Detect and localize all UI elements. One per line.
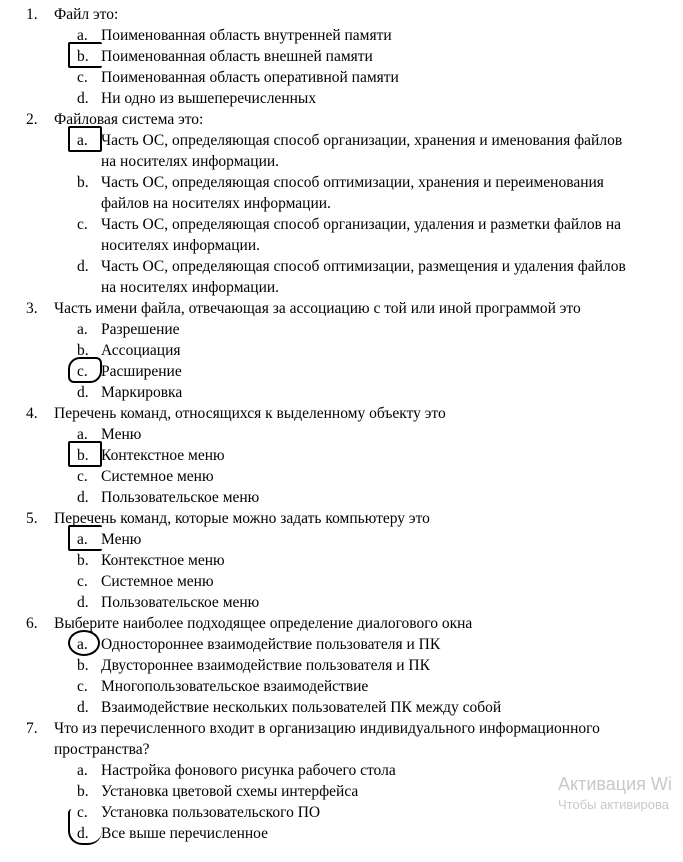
option-letter: a.: [77, 130, 88, 151]
answer-option: [54, 550, 683, 571]
answer-options: [54, 529, 683, 613]
option-letter: d.: [77, 90, 89, 107]
option-text: Поименованная область внутренней памяти: [101, 27, 392, 44]
option-text: Поименованная область внешней памяти: [101, 48, 373, 65]
answer-mark: [68, 441, 102, 467]
question-text: Перечень команд, относящихся к выделенному объекту это: [54, 405, 446, 422]
option-letter: c.: [77, 468, 88, 485]
answer-option: [54, 697, 683, 718]
answer-option: [54, 67, 683, 88]
option-letter: c.: [77, 678, 88, 695]
answer-options: [54, 130, 683, 298]
windows-activation-watermark: [558, 772, 672, 813]
answer-options: [54, 25, 683, 109]
question-text: Часть имени файла, отвечающая за ассоциацию с той или иной программой это: [54, 300, 581, 317]
watermark-title: Активация Wi: [558, 774, 672, 794]
option-letter: c.: [77, 216, 88, 233]
option-letter: c.: [77, 361, 88, 382]
answer-mark: [68, 126, 102, 152]
question-number: 4.: [26, 405, 38, 422]
answer-options: [54, 319, 683, 403]
option-text: Ассоциация: [101, 342, 181, 359]
option-text: Пользовательское меню: [101, 489, 260, 506]
question-number: 7.: [26, 720, 38, 737]
option-letter: d.: [77, 258, 89, 275]
watermark-subtitle: Чтобы активирова: [558, 797, 670, 812]
option-text: Меню: [101, 426, 142, 443]
answer-option-selected: [54, 46, 683, 67]
option-text: Маркировка: [101, 384, 183, 401]
option-text: Одностороннее взаимодействие пользователя и ПК: [101, 636, 441, 653]
answer-option: [54, 487, 683, 508]
answer-option: [54, 592, 683, 613]
answer-mark: [68, 357, 102, 383]
option-letter: b.: [77, 657, 89, 674]
question-number: 5.: [26, 510, 38, 527]
answer-option-selected: [54, 361, 683, 382]
option-text: Пользовательское меню: [101, 594, 260, 611]
answer-options: [54, 424, 683, 508]
answer-option-selected: [54, 823, 683, 844]
option-text: Меню: [101, 531, 142, 548]
answer-mark: [68, 630, 100, 656]
answer-option: [54, 382, 683, 403]
answer-mark: [68, 525, 102, 551]
question-2: [26, 109, 683, 298]
option-letter: a.: [77, 321, 88, 338]
option-letter: c.: [77, 804, 88, 821]
answer-option: [54, 655, 683, 676]
question-text: Файловая система это:: [54, 111, 204, 128]
option-text: Установка цветовой схемы интерфейса: [101, 783, 359, 800]
option-text: Часть ОС, определяющая способ оптимизации, размещения и удаления файлов на носителях информации.: [101, 258, 626, 296]
question-text: Перечень команд, которые можно задать компьютеру это: [54, 510, 430, 527]
option-text: Многопользовательское взаимодействие: [101, 678, 369, 695]
option-letter: a.: [77, 426, 88, 443]
answer-option: [54, 214, 683, 256]
answer-mark: [68, 42, 102, 68]
question-text: Файл это:: [54, 6, 119, 23]
answer-mark: [68, 809, 102, 845]
answer-option: [54, 340, 683, 361]
option-letter: c.: [77, 69, 88, 86]
option-letter: d.: [77, 489, 89, 506]
option-text: Поименованная область оперативной памяти: [101, 69, 399, 86]
option-letter: a.: [77, 762, 88, 779]
question-3: [26, 298, 683, 403]
answer-option: [54, 424, 683, 445]
option-letter: a.: [77, 634, 88, 655]
answer-option: [54, 88, 683, 109]
option-text: Установка пользовательского ПО: [101, 804, 321, 821]
option-text: Контекстное меню: [101, 447, 225, 464]
answer-option-selected: [54, 634, 683, 655]
option-letter: b.: [77, 552, 89, 569]
answer-options: [54, 634, 683, 718]
option-text: Ни одно из вышеперечисленных: [101, 90, 317, 107]
option-letter: b.: [77, 174, 89, 191]
option-text: Системное меню: [101, 468, 214, 485]
answer-option-selected: [54, 529, 683, 550]
option-text: Разрешение: [101, 321, 180, 338]
question-text: Что из перечисленного входит в организацию индивидуального информационного пространства?: [54, 720, 600, 758]
option-text: Контекстное меню: [101, 552, 225, 569]
option-text: Все выше перечисленное: [101, 825, 268, 842]
option-letter: b.: [77, 342, 89, 359]
option-letter: b.: [77, 783, 89, 800]
question-text: Выберите наиболее подходящее определение диалогового окна: [54, 615, 473, 632]
option-letter: d.: [77, 384, 89, 401]
option-letter: a.: [77, 27, 88, 44]
question-number: 3.: [26, 300, 38, 317]
answer-option: [54, 172, 683, 214]
question-1: [26, 4, 683, 109]
question-6: [26, 613, 683, 718]
option-letter: d.: [77, 699, 89, 716]
question-number: 2.: [26, 111, 38, 128]
answer-option-selected: [54, 130, 683, 172]
option-text: Взаимодействие нескольких пользователей ПК между собой: [101, 699, 502, 716]
option-text: Часть ОС, определяющая способ оптимизации, хранения и переименования файлов на носителях информации.: [101, 174, 604, 212]
question-number: 1.: [26, 6, 38, 23]
option-letter: b.: [77, 46, 89, 67]
option-text: Двустороннее взаимодействие пользователя и ПК: [101, 657, 430, 674]
option-letter: a.: [77, 529, 88, 550]
answer-option: [54, 25, 683, 46]
question-number: 6.: [26, 615, 38, 632]
option-letter: d.: [77, 823, 89, 844]
answer-option: [54, 466, 683, 487]
answer-option: [54, 571, 683, 592]
option-letter: d.: [77, 594, 89, 611]
option-text: Расширение: [101, 363, 182, 380]
answer-option: [54, 319, 683, 340]
option-letter: b.: [77, 445, 89, 466]
answer-option: [54, 676, 683, 697]
answer-option-selected: [54, 445, 683, 466]
option-text: Часть ОС, определяющая способ организации, хранения и именования файлов на носителях информации.: [101, 132, 623, 170]
question-4: [26, 403, 683, 508]
option-text: Часть ОС, определяющая способ организации, удаления и разметки файлов на носителях информации.: [101, 216, 622, 254]
answer-option: [54, 256, 683, 298]
question-5: [26, 508, 683, 613]
option-text: Настройка фонового рисунка рабочего стола: [101, 762, 396, 779]
option-letter: c.: [77, 573, 88, 590]
option-text: Системное меню: [101, 573, 214, 590]
